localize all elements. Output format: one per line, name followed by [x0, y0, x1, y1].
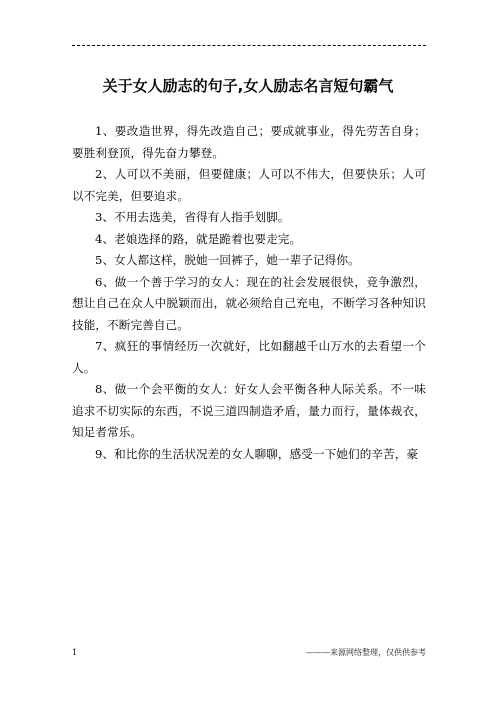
header-dashed-rule	[72, 45, 426, 46]
paragraph-9: 9、和比你的生活状况差的女人聊聊，感受一下她们的辛苦，豪	[95, 446, 419, 461]
page-number: 1	[72, 648, 78, 657]
paragraph-1: 1、要改造世界，得先改造自己；要成就事业，得先劳苦自身；要胜利登顶，得先奋力攀登。	[72, 124, 426, 160]
source-note: ———来源网络整理，仅供供参考	[306, 648, 426, 657]
paragraph-2: 2、人可以不美丽，但要健康；人可以不伟大，但要快乐；人可以不完美，但要追求。	[72, 167, 426, 203]
paragraph-7: 7、疯狂的事情经历一次就好，比如翻越千山万水的去看望一个人。	[72, 339, 426, 375]
page-footer	[72, 646, 426, 660]
paragraph-8: 8、做一个会平衡的女人：好女人会平衡各种人际关系。不一味追求不切实际的东西，不说三道四制造矛盾，量力而行，量体裁衣，知足者常乐。	[72, 382, 426, 439]
document-title: 关于女人励志的句子,女人励志名言短句霸气	[102, 77, 394, 95]
paragraph-6: 6、做一个善于学习的女人：现在的社会发展很快，竞争激烈，想让自己在众人中脱颖而出，就必须给自己充电，不断学习各种知识技能，不断完善自己。	[72, 274, 426, 332]
paragraph-4: 4、老娘选择的路，就是跪着也要走完。	[95, 231, 302, 246]
paragraph-3: 3、不用去选美，省得有人指手划脚。	[95, 210, 290, 224]
document-body	[72, 121, 426, 465]
paragraph-5: 5、女人都这样，脱她一回裤子，她一辈子记得你。	[95, 253, 360, 267]
